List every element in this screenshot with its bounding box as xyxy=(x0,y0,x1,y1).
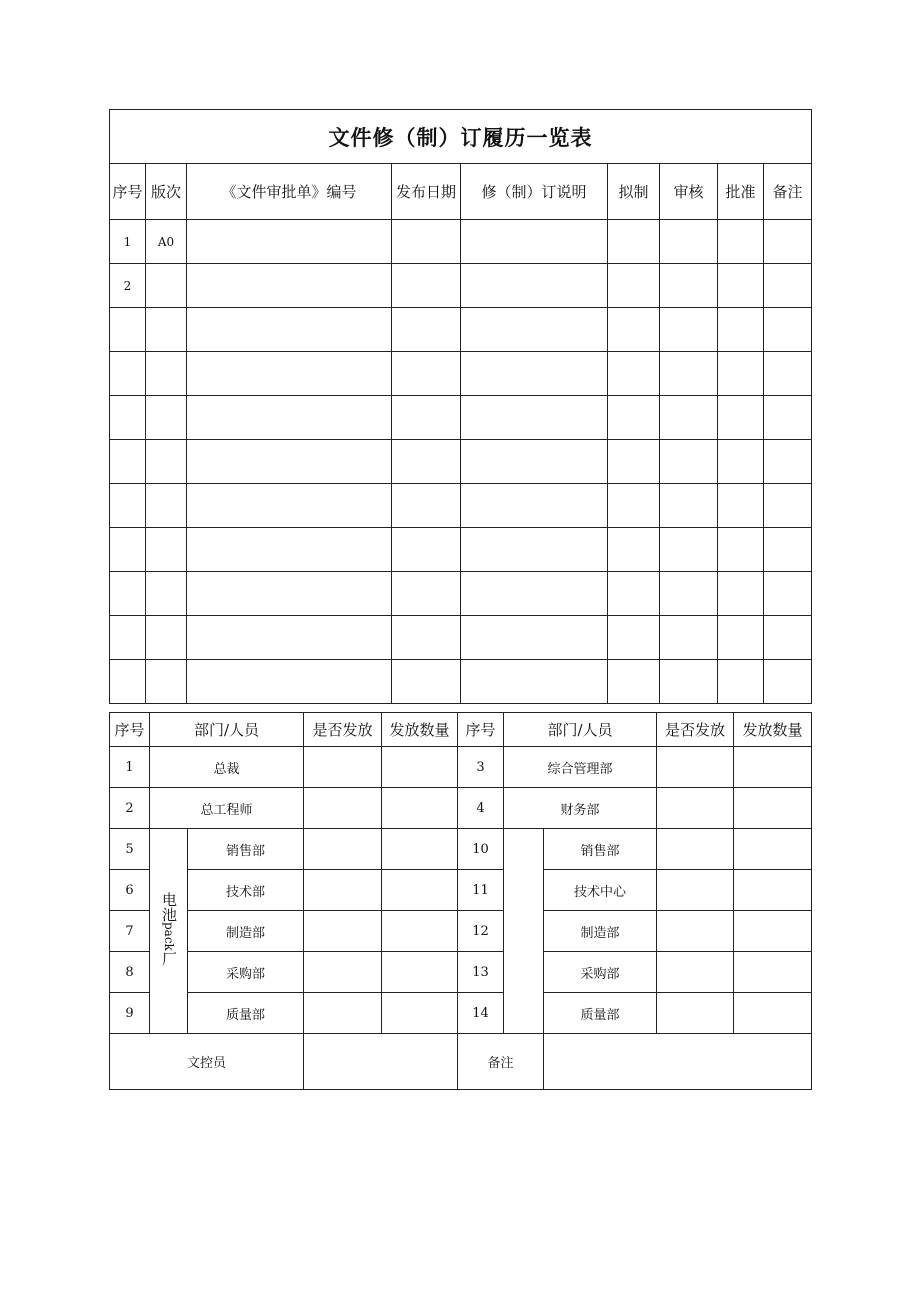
revision-cell-approved-by[interactable] xyxy=(718,660,764,704)
distribution-row xyxy=(110,829,812,870)
distribution-row xyxy=(110,952,812,993)
dist-dept-name: 财务部 xyxy=(504,788,657,829)
revision-cell-seq[interactable] xyxy=(110,660,146,704)
revision-cell-remarks[interactable] xyxy=(764,220,812,264)
dist-dept-name: 总裁 xyxy=(150,747,304,788)
revision-cell-approved-by[interactable] xyxy=(718,396,764,440)
revision-row xyxy=(110,396,812,440)
revision-cell-approved-by[interactable] xyxy=(718,616,764,660)
dist-no: 8 xyxy=(110,952,150,993)
revision-cell-approval-form-number[interactable] xyxy=(187,572,392,616)
revision-cell-approval-form-number[interactable] xyxy=(187,528,392,572)
revision-cell-seq[interactable] xyxy=(110,396,146,440)
revision-cell-version[interactable] xyxy=(146,484,187,528)
revision-cell-reviewed-by[interactable] xyxy=(660,396,718,440)
revision-header-row xyxy=(110,164,812,220)
revision-cell-version[interactable] xyxy=(146,440,187,484)
document-controller-field[interactable] xyxy=(304,1034,458,1090)
distribution-footer-row xyxy=(110,1034,812,1090)
revision-cell-reviewed-by[interactable] xyxy=(660,264,718,308)
page-title: 文件修（制）订履历一览表 xyxy=(110,110,812,164)
dist-dept-name: 采购部 xyxy=(544,952,657,993)
revision-cell-approval-form-number[interactable] xyxy=(187,440,392,484)
revision-cell-approval-form-number[interactable] xyxy=(187,264,392,308)
revision-cell-reviewed-by[interactable] xyxy=(660,352,718,396)
dist-header-qty-right: 发放数量 xyxy=(734,713,812,747)
dist-qty-cell[interactable] xyxy=(382,829,458,870)
revision-cell-reviewed-by[interactable] xyxy=(660,528,718,572)
revision-cell-reviewed-by[interactable] xyxy=(660,616,718,660)
revision-cell-release-date[interactable] xyxy=(392,528,461,572)
distribution-table xyxy=(109,712,812,1090)
revision-cell-approval-form-number[interactable] xyxy=(187,220,392,264)
header-seq: 序号 xyxy=(110,164,146,220)
dist-no: 2 xyxy=(110,788,150,829)
revision-cell-drafted-by[interactable] xyxy=(608,308,660,352)
revision-cell-seq[interactable] xyxy=(110,308,146,352)
revision-cell-approval-form-number[interactable] xyxy=(187,616,392,660)
revision-cell-approval-form-number[interactable] xyxy=(187,484,392,528)
revision-cell-release-date[interactable] xyxy=(392,352,461,396)
revision-cell-approval-form-number[interactable] xyxy=(187,352,392,396)
revision-cell-remarks[interactable] xyxy=(764,572,812,616)
dist-issued-cell[interactable] xyxy=(657,911,734,952)
dist-qty-cell[interactable] xyxy=(734,911,812,952)
remarks-field[interactable] xyxy=(544,1034,812,1090)
revision-cell-drafted-by[interactable] xyxy=(608,572,660,616)
revision-row xyxy=(110,660,812,704)
dist-issued-cell[interactable] xyxy=(304,829,382,870)
dist-dept-name: 质量部 xyxy=(544,993,657,1034)
revision-cell-version[interactable]: A0 xyxy=(146,220,187,264)
dist-header-issued-right: 是否发放 xyxy=(657,713,734,747)
revision-cell-drafted-by[interactable] xyxy=(608,484,660,528)
revision-cell-remarks[interactable] xyxy=(764,352,812,396)
revision-cell-approved-by[interactable] xyxy=(718,352,764,396)
dist-dept-name: 销售部 xyxy=(544,829,657,870)
revision-cell-approved-by[interactable] xyxy=(718,572,764,616)
dist-issued-cell[interactable] xyxy=(304,747,382,788)
dist-qty-cell[interactable] xyxy=(734,993,812,1034)
revision-cell-seq[interactable] xyxy=(110,484,146,528)
dist-no: 3 xyxy=(458,747,504,788)
header-drafted-by: 拟制 xyxy=(608,164,660,220)
distribution-row xyxy=(110,747,812,788)
revision-cell-seq[interactable] xyxy=(110,616,146,660)
dist-qty-cell[interactable] xyxy=(382,788,458,829)
revision-cell-remarks[interactable] xyxy=(764,484,812,528)
dist-dept-name: 采购部 xyxy=(188,952,304,993)
revision-cell-reviewed-by[interactable] xyxy=(660,308,718,352)
revision-cell-release-date[interactable] xyxy=(392,220,461,264)
distribution-row xyxy=(110,993,812,1034)
revision-cell-revision-description[interactable] xyxy=(461,352,608,396)
dist-issued-cell[interactable] xyxy=(657,952,734,993)
dist-qty-cell[interactable] xyxy=(734,829,812,870)
revision-cell-approved-by[interactable] xyxy=(718,528,764,572)
revision-cell-reviewed-by[interactable] xyxy=(660,484,718,528)
revision-cell-approved-by[interactable] xyxy=(718,440,764,484)
revision-cell-revision-description[interactable] xyxy=(461,396,608,440)
dist-qty-cell[interactable] xyxy=(382,993,458,1034)
revision-cell-seq[interactable] xyxy=(110,572,146,616)
revision-history-table xyxy=(109,109,812,704)
dist-qty-cell[interactable] xyxy=(734,870,812,911)
revision-cell-release-date[interactable] xyxy=(392,440,461,484)
revision-cell-seq[interactable]: 1 xyxy=(110,220,146,264)
dist-dept-name: 制造部 xyxy=(188,911,304,952)
dist-qty-cell[interactable] xyxy=(382,747,458,788)
revision-row xyxy=(110,352,812,396)
revision-cell-drafted-by[interactable] xyxy=(608,616,660,660)
dist-issued-cell[interactable] xyxy=(657,747,734,788)
revision-cell-drafted-by[interactable] xyxy=(608,396,660,440)
revision-cell-drafted-by[interactable] xyxy=(608,264,660,308)
dist-header-dept-left: 部门/人员 xyxy=(150,713,304,747)
dist-issued-cell[interactable] xyxy=(304,870,382,911)
revision-cell-remarks[interactable] xyxy=(764,264,812,308)
battery-pack-factory-group-label xyxy=(150,829,188,1034)
distribution-row xyxy=(110,870,812,911)
dist-issued-cell[interactable] xyxy=(304,911,382,952)
revision-cell-release-date[interactable] xyxy=(392,264,461,308)
revision-cell-remarks[interactable] xyxy=(764,396,812,440)
dist-issued-cell[interactable] xyxy=(304,952,382,993)
revision-cell-release-date[interactable] xyxy=(392,660,461,704)
revision-cell-approval-form-number[interactable] xyxy=(187,308,392,352)
revision-cell-revision-description[interactable] xyxy=(461,572,608,616)
dist-no: 6 xyxy=(110,870,150,911)
dist-header-qty-left: 发放数量 xyxy=(382,713,458,747)
dist-issued-cell[interactable] xyxy=(657,993,734,1034)
revision-cell-reviewed-by[interactable] xyxy=(660,660,718,704)
revision-cell-seq[interactable] xyxy=(110,352,146,396)
dist-dept-name: 质量部 xyxy=(188,993,304,1034)
header-release-date: 发布日期 xyxy=(392,164,461,220)
revision-cell-reviewed-by[interactable] xyxy=(660,440,718,484)
dist-header-dept-right: 部门/人员 xyxy=(504,713,657,747)
dist-no: 12 xyxy=(458,911,504,952)
dist-no: 13 xyxy=(458,952,504,993)
revision-cell-release-date[interactable] xyxy=(392,308,461,352)
revision-cell-drafted-by[interactable] xyxy=(608,352,660,396)
revision-cell-revision-description[interactable] xyxy=(461,616,608,660)
revision-cell-revision-description[interactable] xyxy=(461,660,608,704)
dist-no: 1 xyxy=(110,747,150,788)
dist-qty-cell[interactable] xyxy=(734,747,812,788)
revision-cell-drafted-by[interactable] xyxy=(608,440,660,484)
header-remarks: 备注 xyxy=(764,164,812,220)
revision-cell-version[interactable] xyxy=(146,572,187,616)
revision-cell-approval-form-number[interactable] xyxy=(187,660,392,704)
revision-row xyxy=(110,616,812,660)
dist-dept-name: 制造部 xyxy=(544,911,657,952)
dist-no: 7 xyxy=(110,911,150,952)
revision-cell-seq[interactable] xyxy=(110,440,146,484)
revision-cell-revision-description[interactable] xyxy=(461,264,608,308)
right-group-label-cell xyxy=(504,829,544,1034)
revision-cell-seq[interactable] xyxy=(110,528,146,572)
revision-cell-revision-description[interactable] xyxy=(461,484,608,528)
dist-qty-cell[interactable] xyxy=(382,870,458,911)
revision-cell-release-date[interactable] xyxy=(392,616,461,660)
distribution-row xyxy=(110,911,812,952)
dist-no: 10 xyxy=(458,829,504,870)
dist-qty-cell[interactable] xyxy=(382,952,458,993)
header-version: 版次 xyxy=(146,164,187,220)
revision-cell-version[interactable] xyxy=(146,352,187,396)
revision-cell-version[interactable] xyxy=(146,616,187,660)
revision-cell-remarks[interactable] xyxy=(764,440,812,484)
dist-issued-cell[interactable] xyxy=(657,788,734,829)
dist-qty-cell[interactable] xyxy=(734,788,812,829)
header-approved-by: 批准 xyxy=(718,164,764,220)
dist-dept-name: 销售部 xyxy=(188,829,304,870)
dist-dept-name: 综合管理部 xyxy=(504,747,657,788)
revision-cell-approved-by[interactable] xyxy=(718,308,764,352)
dist-qty-cell[interactable] xyxy=(382,911,458,952)
dist-no: 11 xyxy=(458,870,504,911)
dist-dept-name: 技术部 xyxy=(188,870,304,911)
revision-cell-version[interactable] xyxy=(146,264,187,308)
header-reviewed-by: 审核 xyxy=(660,164,718,220)
revision-cell-version[interactable] xyxy=(146,396,187,440)
revision-cell-drafted-by[interactable] xyxy=(608,220,660,264)
revision-cell-approved-by[interactable] xyxy=(718,220,764,264)
dist-qty-cell[interactable] xyxy=(734,952,812,993)
dist-issued-cell[interactable] xyxy=(657,870,734,911)
revision-row xyxy=(110,440,812,484)
dist-header-seq-left: 序号 xyxy=(110,713,150,747)
revision-cell-revision-description[interactable] xyxy=(461,440,608,484)
dist-no: 14 xyxy=(458,993,504,1034)
revision-cell-approval-form-number[interactable] xyxy=(187,396,392,440)
dist-dept-name: 总工程师 xyxy=(150,788,304,829)
dist-dept-name: 技术中心 xyxy=(544,870,657,911)
revision-row xyxy=(110,572,812,616)
header-approval-form-number: 《文件审批单》编号 xyxy=(187,164,392,220)
revision-cell-revision-description[interactable] xyxy=(461,308,608,352)
revision-cell-version[interactable] xyxy=(146,528,187,572)
revision-row xyxy=(110,264,812,308)
revision-cell-release-date[interactable] xyxy=(392,484,461,528)
group-label-text: 电池pack厂 xyxy=(160,892,178,966)
dist-header-seq-right: 序号 xyxy=(458,713,504,747)
revision-cell-reviewed-by[interactable] xyxy=(660,220,718,264)
revision-cell-revision-description[interactable] xyxy=(461,220,608,264)
document-controller-label: 文控员 xyxy=(110,1034,304,1090)
dist-issued-cell[interactable] xyxy=(304,788,382,829)
dist-no: 4 xyxy=(458,788,504,829)
distribution-row xyxy=(110,788,812,829)
revision-cell-remarks[interactable] xyxy=(764,616,812,660)
dist-header-issued-left: 是否发放 xyxy=(304,713,382,747)
revision-cell-drafted-by[interactable] xyxy=(608,660,660,704)
dist-no: 5 xyxy=(110,829,150,870)
dist-issued-cell[interactable] xyxy=(657,829,734,870)
revision-row xyxy=(110,220,812,264)
revision-cell-drafted-by[interactable] xyxy=(608,528,660,572)
revision-row xyxy=(110,528,812,572)
dist-issued-cell[interactable] xyxy=(304,993,382,1034)
revision-row xyxy=(110,484,812,528)
revision-cell-release-date[interactable] xyxy=(392,396,461,440)
dist-no: 9 xyxy=(110,993,150,1034)
revision-cell-release-date[interactable] xyxy=(392,572,461,616)
revision-cell-revision-description[interactable] xyxy=(461,528,608,572)
revision-cell-approved-by[interactable] xyxy=(718,264,764,308)
revision-cell-reviewed-by[interactable] xyxy=(660,572,718,616)
revision-cell-remarks[interactable] xyxy=(764,308,812,352)
revision-row xyxy=(110,308,812,352)
remarks-label: 备注 xyxy=(458,1034,544,1090)
revision-cell-seq[interactable]: 2 xyxy=(110,264,146,308)
revision-cell-version[interactable] xyxy=(146,660,187,704)
header-revision-description: 修（制）订说明 xyxy=(461,164,608,220)
revision-cell-approved-by[interactable] xyxy=(718,484,764,528)
revision-cell-version[interactable] xyxy=(146,308,187,352)
revision-cell-remarks[interactable] xyxy=(764,528,812,572)
revision-cell-remarks[interactable] xyxy=(764,660,812,704)
distribution-header-row xyxy=(110,713,812,747)
